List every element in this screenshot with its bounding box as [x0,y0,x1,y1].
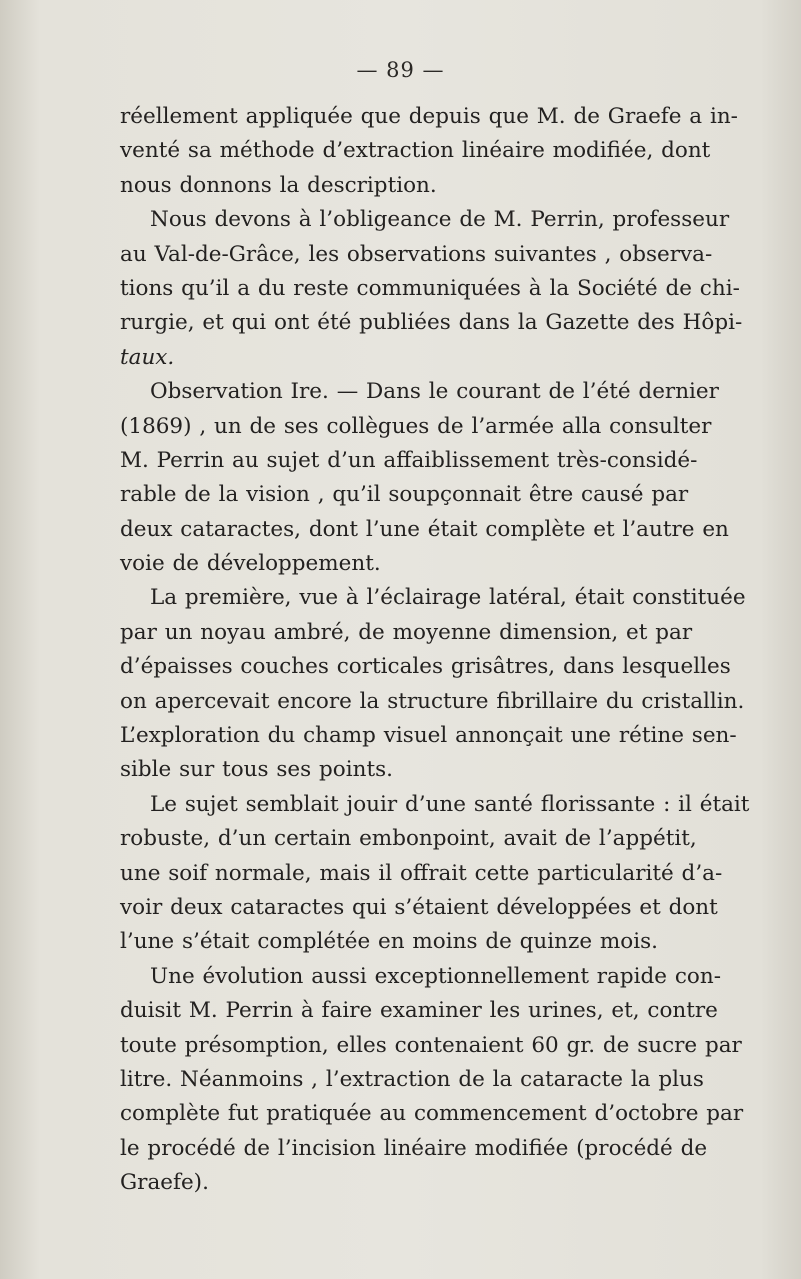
text-line: La première, vue à l’éclairage latéral, était constituée [150,585,746,611]
text-line: complète fut pratiquée au commencement d’octobre par [120,1101,744,1127]
text-line: voie de développement. [120,551,381,577]
text-line: robuste, d’un certain embonpoint, avait de l’appétit, [120,826,697,852]
text-line: deux cataractes, dont l’une était complète et l’autre en [120,516,729,542]
text-line: réellement appliquée que depuis que M. de Graefe a in- [120,104,738,129]
text-line: tions qu’il a du reste communiquées à la Société de chi- [120,275,740,301]
text-line: venté sa méthode d’extraction linéaire modifiée, dont [120,138,711,164]
text-line: au Val-de-Grâce, les observations suivantes , observa- [120,241,713,267]
text-line: une soif normale, mais il offrait cette particularité d’a- [120,860,723,886]
text-line: toute présomption, elles contenaient 60 gr. de sucre par [120,1032,742,1058]
text-line: par un noyau ambré, de moyenne dimension, et par [120,619,693,645]
page-number: — 89 — [356,58,445,82]
text-line: rable de la vision , qu’il soupçonnait être causé par [120,482,689,508]
text-line: litre. Néanmoins , l’extraction de la cataracte la plus [120,1066,704,1092]
text-line: duisit M. Perrin à faire examiner les urines, et, contre [120,998,718,1024]
text-line: Le sujet semblait jouir d’une santé florissante : il était [150,791,750,817]
text-line: L’exploration du champ visuel annonçait une rétine sen- [120,723,737,749]
text-line: le procédé de l’incision linéaire modifiée (procédé de [120,1135,708,1161]
body-text [120,100,750,1201]
text-line: Une évolution aussi exceptionnellement rapide con- [150,963,721,989]
text-line: (1869) , un de ses collègues de l’armée alla consulter [120,413,712,439]
text-line: Nous devons à l’obligeance de M. Perrin, professeur [150,207,730,233]
observation-heading-line: Observation Ire. — Dans le courant de l’été dernier [150,379,719,405]
text-line: rurgie, et qui ont été publiées dans la Gazette des Hôpi- [120,310,743,336]
text-line: taux. [120,344,175,370]
text-line: sible sur tous ses points. [120,757,393,783]
text-line: nous donnons la description. [120,172,437,198]
text-line: l’une s’était complétée en moins de quinze mois. [120,929,658,955]
text-line: Graefe). [120,1170,209,1196]
text-line: on apercevait encore la structure fibrillaire du cristallin. [120,688,745,714]
text-line: voir deux cataractes qui s’étaient développées et dont [120,894,718,920]
text-line: d’épaisses couches corticales grisâtres, dans lesquelles [120,654,731,680]
text-line: M. Perrin au sujet d’un affaiblissement très-considé- [120,447,698,473]
